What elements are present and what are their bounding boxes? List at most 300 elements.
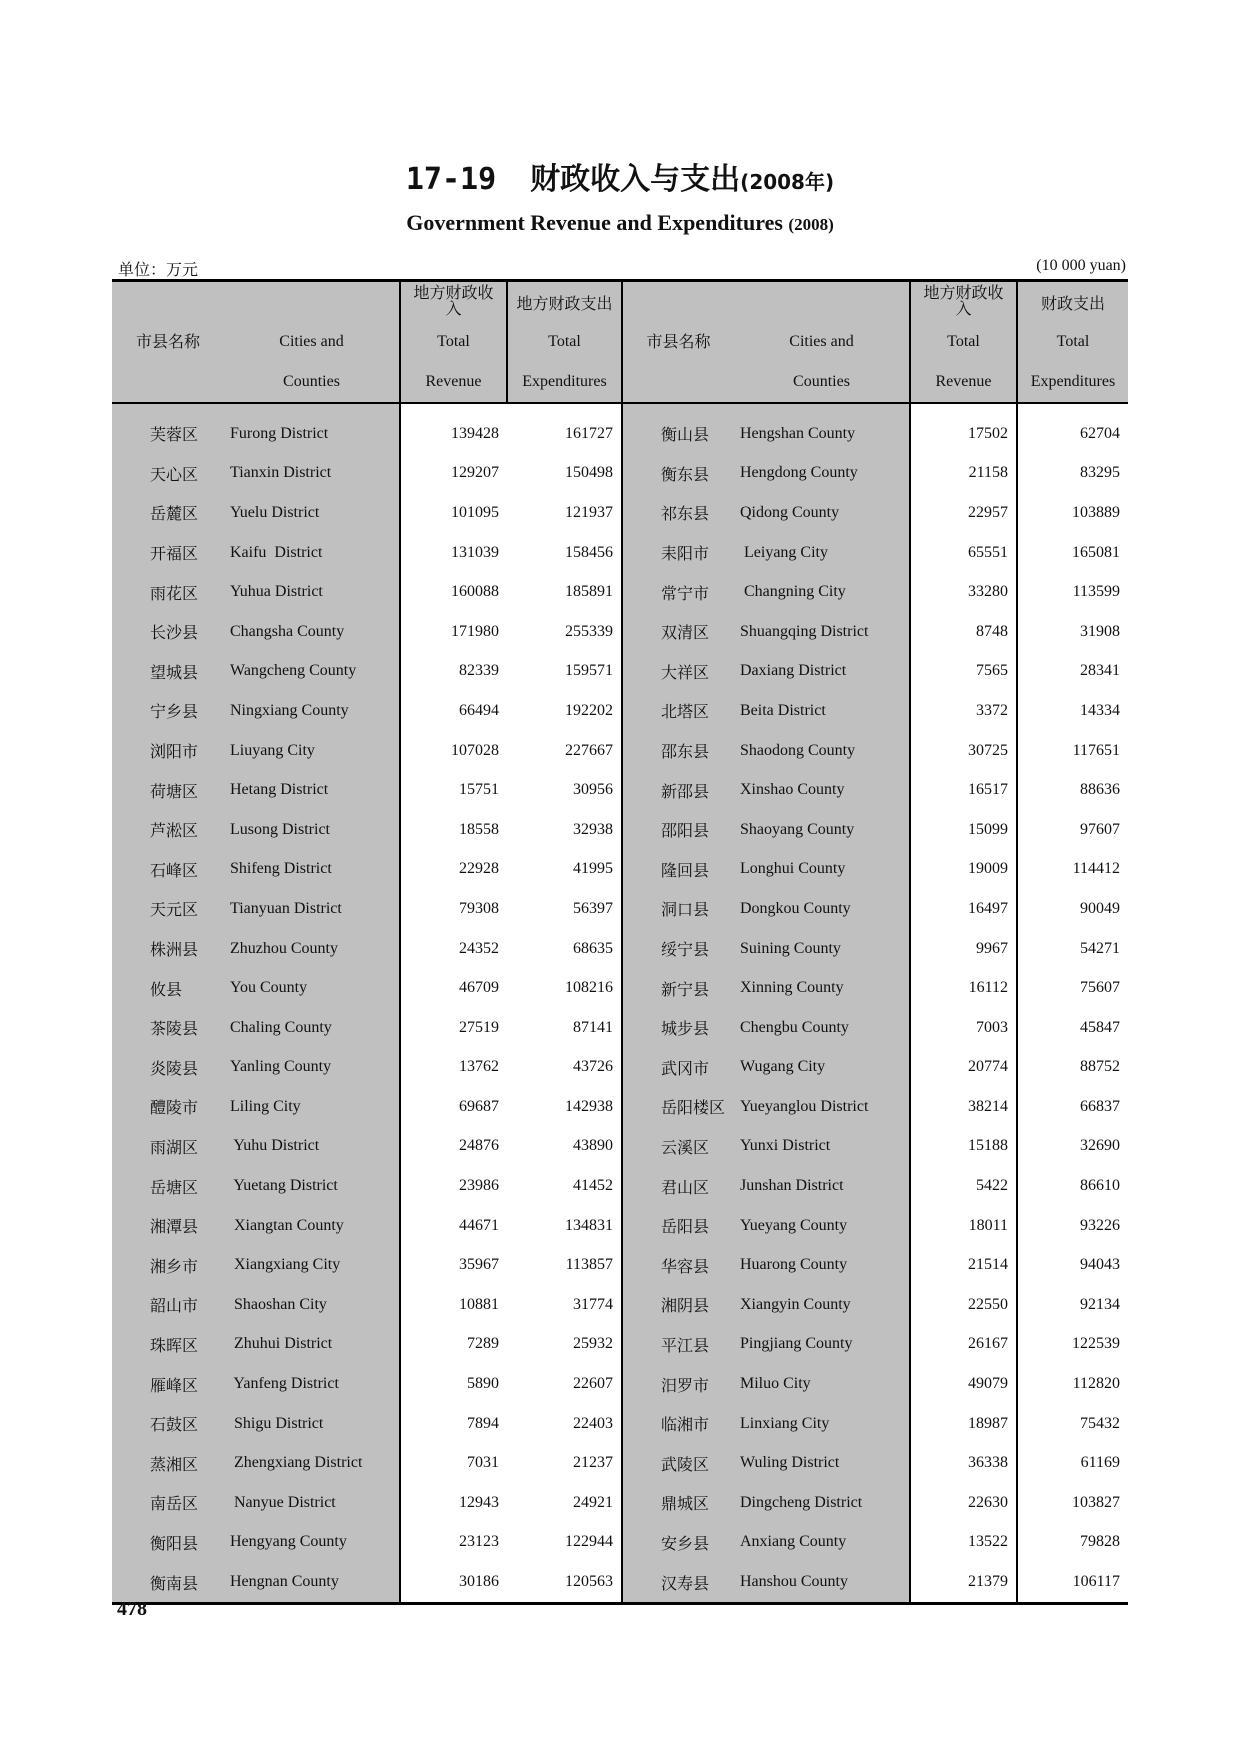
left-name-cn: 雨湖区 bbox=[112, 1127, 224, 1167]
table-row bbox=[112, 1443, 1128, 1483]
right-name-cn: 岳阳楼区 bbox=[622, 1087, 734, 1127]
right-name-cn: 大祥区 bbox=[622, 652, 734, 692]
left-revenue: 24352 bbox=[400, 929, 507, 969]
table-row bbox=[112, 731, 1128, 771]
left-name-en: Yuhua District bbox=[224, 572, 400, 612]
right-revenue: 36338 bbox=[910, 1443, 1017, 1483]
right-name-cn: 华容县 bbox=[622, 1245, 734, 1285]
left-name-en: Hengyang County bbox=[224, 1523, 400, 1563]
left-name-cn: 岳塘区 bbox=[112, 1166, 224, 1206]
right-name-en: Hengdong County bbox=[734, 454, 910, 494]
right-name-cn: 武陵区 bbox=[622, 1443, 734, 1483]
left-name-en: Xiangtan County bbox=[224, 1206, 400, 1246]
right-name-en: Wuling District bbox=[734, 1443, 910, 1483]
left-revenue: 18558 bbox=[400, 810, 507, 850]
left-revenue: 7894 bbox=[400, 1404, 507, 1444]
left-name-cn: 攸县 bbox=[112, 968, 224, 1008]
table-row bbox=[112, 572, 1128, 612]
right-expenditure: 88636 bbox=[1017, 770, 1128, 810]
header-right-revenue-en-2: Revenue bbox=[910, 362, 1017, 403]
right-expenditure: 75607 bbox=[1017, 968, 1128, 1008]
right-expenditure: 103827 bbox=[1017, 1483, 1128, 1523]
left-expenditure: 32938 bbox=[507, 810, 622, 850]
table-row bbox=[112, 770, 1128, 810]
left-expenditure: 121937 bbox=[507, 493, 622, 533]
title-cn-year: (2008年) bbox=[740, 170, 835, 194]
left-revenue: 22928 bbox=[400, 850, 507, 890]
table-body bbox=[112, 403, 1128, 1603]
right-name-en: Yueyanglou District bbox=[734, 1087, 910, 1127]
right-name-en: Anxiang County bbox=[734, 1523, 910, 1563]
right-name-cn: 北塔区 bbox=[622, 691, 734, 731]
title-en-year: (2008) bbox=[788, 215, 834, 234]
right-name-en: Shuangqing District bbox=[734, 612, 910, 652]
left-name-en: Liuyang City bbox=[224, 731, 400, 771]
right-revenue: 16112 bbox=[910, 968, 1017, 1008]
table-row bbox=[112, 810, 1128, 850]
left-revenue: 10881 bbox=[400, 1285, 507, 1325]
right-expenditure: 112820 bbox=[1017, 1364, 1128, 1404]
right-name-cn: 新邵县 bbox=[622, 770, 734, 810]
right-name-cn: 汨罗市 bbox=[622, 1364, 734, 1404]
left-expenditure: 56397 bbox=[507, 889, 622, 929]
left-name-en: Yuhu District bbox=[224, 1127, 400, 1167]
left-name-cn: 望城县 bbox=[112, 652, 224, 692]
left-name-en: Wangcheng County bbox=[224, 652, 400, 692]
left-name-en: Shifeng District bbox=[224, 850, 400, 890]
left-expenditure: 31774 bbox=[507, 1285, 622, 1325]
right-name-en: Xinning County bbox=[734, 968, 910, 1008]
right-name-cn: 临湘市 bbox=[622, 1404, 734, 1444]
right-name-cn: 新宁县 bbox=[622, 968, 734, 1008]
left-revenue: 13762 bbox=[400, 1048, 507, 1088]
right-revenue: 30725 bbox=[910, 731, 1017, 771]
right-name-en: Hengshan County bbox=[734, 403, 910, 454]
right-name-cn: 双清区 bbox=[622, 612, 734, 652]
left-name-en: Yanfeng District bbox=[224, 1364, 400, 1404]
left-revenue: 82339 bbox=[400, 652, 507, 692]
left-name-cn: 浏阳市 bbox=[112, 731, 224, 771]
right-name-cn: 常宁市 bbox=[622, 572, 734, 612]
left-name-en: Nanyue District bbox=[224, 1483, 400, 1523]
left-revenue: 139428 bbox=[400, 403, 507, 454]
left-expenditure: 113857 bbox=[507, 1245, 622, 1285]
table-row bbox=[112, 1127, 1128, 1167]
right-name-en: Qidong County bbox=[734, 493, 910, 533]
left-revenue: 24876 bbox=[400, 1127, 507, 1167]
left-revenue: 23986 bbox=[400, 1166, 507, 1206]
left-name-cn: 天心区 bbox=[112, 454, 224, 494]
right-name-en: Wugang City bbox=[734, 1048, 910, 1088]
left-revenue: 12943 bbox=[400, 1483, 507, 1523]
left-revenue: 23123 bbox=[400, 1523, 507, 1563]
page-title-cn bbox=[0, 154, 1240, 198]
left-revenue: 101095 bbox=[400, 493, 507, 533]
right-name-cn: 衡山县 bbox=[622, 403, 734, 454]
left-name-en: Zhuhui District bbox=[224, 1325, 400, 1365]
left-name-cn: 石峰区 bbox=[112, 850, 224, 890]
right-expenditure: 45847 bbox=[1017, 1008, 1128, 1048]
right-expenditure: 165081 bbox=[1017, 533, 1128, 573]
right-revenue: 26167 bbox=[910, 1325, 1017, 1365]
left-expenditure: 134831 bbox=[507, 1206, 622, 1246]
right-expenditure: 117651 bbox=[1017, 731, 1128, 771]
left-name-en: Kaifu District bbox=[224, 533, 400, 573]
right-expenditure: 86610 bbox=[1017, 1166, 1128, 1206]
table-row bbox=[112, 652, 1128, 692]
right-name-cn: 汉寿县 bbox=[622, 1562, 734, 1603]
left-revenue: 69687 bbox=[400, 1087, 507, 1127]
left-name-en: Changsha County bbox=[224, 612, 400, 652]
right-name-en: Yunxi District bbox=[734, 1127, 910, 1167]
left-expenditure: 25932 bbox=[507, 1325, 622, 1365]
right-revenue: 19009 bbox=[910, 850, 1017, 890]
right-name-en: Beita District bbox=[734, 691, 910, 731]
unit-label-en: (10 000 yuan) bbox=[1036, 257, 1126, 274]
left-expenditure: 22607 bbox=[507, 1364, 622, 1404]
title-en-text: Government Revenue and Expenditures bbox=[406, 210, 783, 235]
right-name-en: Hanshou County bbox=[734, 1562, 910, 1603]
header-left-name-en-2: Counties bbox=[224, 362, 400, 403]
title-cn-text: 财政收入与支出 bbox=[530, 162, 741, 197]
left-name-en: Lusong District bbox=[224, 810, 400, 850]
right-expenditure: 54271 bbox=[1017, 929, 1128, 969]
left-revenue: 46709 bbox=[400, 968, 507, 1008]
left-name-cn: 芙蓉区 bbox=[112, 403, 224, 454]
right-name-en: Yueyang County bbox=[734, 1206, 910, 1246]
right-name-cn: 武冈市 bbox=[622, 1048, 734, 1088]
left-name-cn: 衡阳县 bbox=[112, 1523, 224, 1563]
table-row bbox=[112, 1325, 1128, 1365]
right-name-cn: 邵东县 bbox=[622, 731, 734, 771]
left-expenditure: 22403 bbox=[507, 1404, 622, 1444]
left-revenue: 66494 bbox=[400, 691, 507, 731]
right-name-en: Junshan District bbox=[734, 1166, 910, 1206]
right-revenue: 16497 bbox=[910, 889, 1017, 929]
right-revenue: 22957 bbox=[910, 493, 1017, 533]
right-name-cn: 城步县 bbox=[622, 1008, 734, 1048]
left-expenditure: 24921 bbox=[507, 1483, 622, 1523]
right-revenue: 22630 bbox=[910, 1483, 1017, 1523]
right-revenue: 16517 bbox=[910, 770, 1017, 810]
left-revenue: 5890 bbox=[400, 1364, 507, 1404]
header-right-revenue-cn: 地方财政收入 bbox=[910, 281, 1017, 323]
right-name-cn: 祁东县 bbox=[622, 493, 734, 533]
right-expenditure: 79828 bbox=[1017, 1523, 1128, 1563]
left-expenditure: 158456 bbox=[507, 533, 622, 573]
left-name-cn: 株洲县 bbox=[112, 929, 224, 969]
header-row-en-2 bbox=[112, 362, 1128, 403]
table-row bbox=[112, 1008, 1128, 1048]
table-row bbox=[112, 1404, 1128, 1444]
right-name-cn: 云溪区 bbox=[622, 1127, 734, 1167]
right-expenditure: 75432 bbox=[1017, 1404, 1128, 1444]
left-expenditure: 227667 bbox=[507, 731, 622, 771]
header-left-revenue-cn: 地方财政收入 bbox=[400, 281, 507, 323]
right-expenditure: 66837 bbox=[1017, 1087, 1128, 1127]
left-name-en: Shigu District bbox=[224, 1404, 400, 1444]
left-revenue: 129207 bbox=[400, 454, 507, 494]
header-left-expenditure-en-2: Expenditures bbox=[507, 362, 622, 403]
right-revenue: 49079 bbox=[910, 1364, 1017, 1404]
right-revenue: 3372 bbox=[910, 691, 1017, 731]
right-revenue: 13522 bbox=[910, 1523, 1017, 1563]
left-expenditure: 108216 bbox=[507, 968, 622, 1008]
right-revenue: 22550 bbox=[910, 1285, 1017, 1325]
right-revenue: 7565 bbox=[910, 652, 1017, 692]
header-right-name-en-1: Cities and bbox=[734, 322, 910, 362]
left-name-cn: 开福区 bbox=[112, 533, 224, 573]
table-row bbox=[112, 1048, 1128, 1088]
right-expenditure: 62704 bbox=[1017, 403, 1128, 454]
left-expenditure: 30956 bbox=[507, 770, 622, 810]
header-right-name-en-blank bbox=[734, 281, 910, 323]
left-name-en: Zhengxiang District bbox=[224, 1443, 400, 1483]
right-expenditure: 61169 bbox=[1017, 1443, 1128, 1483]
left-name-cn: 韶山市 bbox=[112, 1285, 224, 1325]
left-name-en: You County bbox=[224, 968, 400, 1008]
left-name-cn: 雨花区 bbox=[112, 572, 224, 612]
left-name-cn: 岳麓区 bbox=[112, 493, 224, 533]
left-name-en: Hengnan County bbox=[224, 1562, 400, 1603]
right-expenditure: 31908 bbox=[1017, 612, 1128, 652]
table-row bbox=[112, 1206, 1128, 1246]
left-expenditure: 41452 bbox=[507, 1166, 622, 1206]
left-expenditure: 150498 bbox=[507, 454, 622, 494]
table-row bbox=[112, 1483, 1128, 1523]
right-expenditure: 103889 bbox=[1017, 493, 1128, 533]
left-expenditure: 122944 bbox=[507, 1523, 622, 1563]
header-left-name-en-blank bbox=[224, 281, 400, 323]
left-name-cn: 荷塘区 bbox=[112, 770, 224, 810]
left-expenditure: 43726 bbox=[507, 1048, 622, 1088]
table-row bbox=[112, 1285, 1128, 1325]
left-expenditure: 159571 bbox=[507, 652, 622, 692]
right-expenditure: 92134 bbox=[1017, 1285, 1128, 1325]
left-revenue: 107028 bbox=[400, 731, 507, 771]
table-row bbox=[112, 929, 1128, 969]
left-name-cn: 雁峰区 bbox=[112, 1364, 224, 1404]
table-row bbox=[112, 454, 1128, 494]
right-revenue: 8748 bbox=[910, 612, 1017, 652]
revenue-expenditure-table bbox=[112, 279, 1128, 1605]
right-name-en: Dingcheng District bbox=[734, 1483, 910, 1523]
left-revenue: 35967 bbox=[400, 1245, 507, 1285]
left-name-cn: 石鼓区 bbox=[112, 1404, 224, 1444]
right-name-en: Changning City bbox=[734, 572, 910, 612]
table-row bbox=[112, 403, 1128, 454]
table-row bbox=[112, 1245, 1128, 1285]
table-row bbox=[112, 1166, 1128, 1206]
right-revenue: 18987 bbox=[910, 1404, 1017, 1444]
header-left-revenue-en-1: Total bbox=[400, 322, 507, 362]
right-expenditure: 32690 bbox=[1017, 1127, 1128, 1167]
right-name-en: Daxiang District bbox=[734, 652, 910, 692]
table-number: 17-19 bbox=[405, 162, 497, 197]
page-title-en bbox=[0, 210, 1240, 236]
left-name-cn: 衡南县 bbox=[112, 1562, 224, 1603]
table-row bbox=[112, 612, 1128, 652]
right-expenditure: 106117 bbox=[1017, 1562, 1128, 1603]
header-right-name-blank bbox=[622, 362, 734, 403]
left-name-cn: 蒸湘区 bbox=[112, 1443, 224, 1483]
left-name-cn: 炎陵县 bbox=[112, 1048, 224, 1088]
right-name-cn: 耒阳市 bbox=[622, 533, 734, 573]
right-expenditure: 90049 bbox=[1017, 889, 1128, 929]
table-row bbox=[112, 968, 1128, 1008]
page-number: 478 bbox=[117, 1598, 147, 1620]
left-name-en: Xiangxiang City bbox=[224, 1245, 400, 1285]
right-revenue: 18011 bbox=[910, 1206, 1017, 1246]
header-left-name-cn: 市县名称 bbox=[112, 281, 224, 363]
right-expenditure: 113599 bbox=[1017, 572, 1128, 612]
table-row bbox=[112, 1087, 1128, 1127]
left-name-en: Zhuzhou County bbox=[224, 929, 400, 969]
right-name-en: Miluo City bbox=[734, 1364, 910, 1404]
left-revenue: 171980 bbox=[400, 612, 507, 652]
right-revenue: 9967 bbox=[910, 929, 1017, 969]
left-revenue: 30186 bbox=[400, 1562, 507, 1603]
header-right-name-cn: 市县名称 bbox=[622, 281, 734, 363]
right-expenditure: 14334 bbox=[1017, 691, 1128, 731]
left-name-cn: 长沙县 bbox=[112, 612, 224, 652]
left-name-en: Tianyuan District bbox=[224, 889, 400, 929]
header-right-expenditure-cn: 财政支出 bbox=[1017, 281, 1128, 323]
right-expenditure: 114412 bbox=[1017, 850, 1128, 890]
header-right-expenditure-en-2: Expenditures bbox=[1017, 362, 1128, 403]
left-name-en: Ningxiang County bbox=[224, 691, 400, 731]
right-expenditure: 122539 bbox=[1017, 1325, 1128, 1365]
left-revenue: 7031 bbox=[400, 1443, 507, 1483]
right-revenue: 5422 bbox=[910, 1166, 1017, 1206]
right-revenue: 38214 bbox=[910, 1087, 1017, 1127]
header-left-expenditure-cn: 地方财政支出 bbox=[507, 281, 622, 323]
left-expenditure: 120563 bbox=[507, 1562, 622, 1603]
left-revenue: 27519 bbox=[400, 1008, 507, 1048]
left-name-cn: 湘潭县 bbox=[112, 1206, 224, 1246]
left-expenditure: 43890 bbox=[507, 1127, 622, 1167]
header-left-revenue-en-2: Revenue bbox=[400, 362, 507, 403]
table-row bbox=[112, 533, 1128, 573]
left-revenue: 160088 bbox=[400, 572, 507, 612]
left-name-en: Tianxin District bbox=[224, 454, 400, 494]
right-name-cn: 岳阳县 bbox=[622, 1206, 734, 1246]
right-name-en: Longhui County bbox=[734, 850, 910, 890]
left-expenditure: 41995 bbox=[507, 850, 622, 890]
right-name-en: Linxiang City bbox=[734, 1404, 910, 1444]
left-name-cn: 芦淞区 bbox=[112, 810, 224, 850]
right-name-en: Suining County bbox=[734, 929, 910, 969]
left-name-cn: 醴陵市 bbox=[112, 1087, 224, 1127]
table-row bbox=[112, 850, 1128, 890]
right-name-en: Shaoyang County bbox=[734, 810, 910, 850]
left-expenditure: 161727 bbox=[507, 403, 622, 454]
left-expenditure: 255339 bbox=[507, 612, 622, 652]
left-expenditure: 87141 bbox=[507, 1008, 622, 1048]
header-row-en-1 bbox=[112, 322, 1128, 362]
left-expenditure: 185891 bbox=[507, 572, 622, 612]
right-name-cn: 君山区 bbox=[622, 1166, 734, 1206]
table-row bbox=[112, 889, 1128, 929]
left-expenditure: 68635 bbox=[507, 929, 622, 969]
left-revenue: 44671 bbox=[400, 1206, 507, 1246]
right-name-cn: 湘阴县 bbox=[622, 1285, 734, 1325]
right-revenue: 33280 bbox=[910, 572, 1017, 612]
right-revenue: 15188 bbox=[910, 1127, 1017, 1167]
right-name-cn: 洞口县 bbox=[622, 889, 734, 929]
right-expenditure: 83295 bbox=[1017, 454, 1128, 494]
left-name-en: Yuetang District bbox=[224, 1166, 400, 1206]
table-row bbox=[112, 691, 1128, 731]
right-name-cn: 鼎城区 bbox=[622, 1483, 734, 1523]
right-revenue: 21514 bbox=[910, 1245, 1017, 1285]
right-name-en: Leiyang City bbox=[734, 533, 910, 573]
right-name-cn: 衡东县 bbox=[622, 454, 734, 494]
right-revenue: 20774 bbox=[910, 1048, 1017, 1088]
right-revenue: 65551 bbox=[910, 533, 1017, 573]
left-name-cn: 珠晖区 bbox=[112, 1325, 224, 1365]
header-right-revenue-en-1: Total bbox=[910, 322, 1017, 362]
right-name-cn: 绥宁县 bbox=[622, 929, 734, 969]
left-name-cn: 宁乡县 bbox=[112, 691, 224, 731]
right-expenditure: 88752 bbox=[1017, 1048, 1128, 1088]
right-name-cn: 平江县 bbox=[622, 1325, 734, 1365]
left-name-cn: 南岳区 bbox=[112, 1483, 224, 1523]
left-expenditure: 192202 bbox=[507, 691, 622, 731]
table-row bbox=[112, 1523, 1128, 1563]
right-revenue: 15099 bbox=[910, 810, 1017, 850]
left-expenditure: 142938 bbox=[507, 1087, 622, 1127]
right-name-cn: 安乡县 bbox=[622, 1523, 734, 1563]
left-name-cn: 天元区 bbox=[112, 889, 224, 929]
table-row bbox=[112, 1364, 1128, 1404]
right-revenue: 7003 bbox=[910, 1008, 1017, 1048]
left-name-en: Hetang District bbox=[224, 770, 400, 810]
left-name-en: Furong District bbox=[224, 403, 400, 454]
table-row bbox=[112, 493, 1128, 533]
header-left-name-en-1: Cities and bbox=[224, 322, 400, 362]
header-left-expenditure-en-1: Total bbox=[507, 322, 622, 362]
right-expenditure: 93226 bbox=[1017, 1206, 1128, 1246]
header-right-name-en-2: Counties bbox=[734, 362, 910, 403]
right-name-en: Xiangyin County bbox=[734, 1285, 910, 1325]
left-revenue: 79308 bbox=[400, 889, 507, 929]
left-expenditure: 21237 bbox=[507, 1443, 622, 1483]
right-expenditure: 94043 bbox=[1017, 1245, 1128, 1285]
right-name-cn: 隆回县 bbox=[622, 850, 734, 890]
left-name-en: Chaling County bbox=[224, 1008, 400, 1048]
left-revenue: 15751 bbox=[400, 770, 507, 810]
left-revenue: 7289 bbox=[400, 1325, 507, 1365]
right-revenue: 21158 bbox=[910, 454, 1017, 494]
left-name-en: Yanling County bbox=[224, 1048, 400, 1088]
right-name-en: Pingjiang County bbox=[734, 1325, 910, 1365]
right-name-en: Chengbu County bbox=[734, 1008, 910, 1048]
left-name-en: Shaoshan City bbox=[224, 1285, 400, 1325]
right-expenditure: 97607 bbox=[1017, 810, 1128, 850]
left-revenue: 131039 bbox=[400, 533, 507, 573]
left-name-en: Liling City bbox=[224, 1087, 400, 1127]
right-name-en: Huarong County bbox=[734, 1245, 910, 1285]
left-name-en: Yuelu District bbox=[224, 493, 400, 533]
right-expenditure: 28341 bbox=[1017, 652, 1128, 692]
left-name-cn: 湘乡市 bbox=[112, 1245, 224, 1285]
left-name-cn: 茶陵县 bbox=[112, 1008, 224, 1048]
header-row-cn bbox=[112, 281, 1128, 323]
header-right-expenditure-en-1: Total bbox=[1017, 322, 1128, 362]
right-name-en: Xinshao County bbox=[734, 770, 910, 810]
right-name-cn: 邵阳县 bbox=[622, 810, 734, 850]
